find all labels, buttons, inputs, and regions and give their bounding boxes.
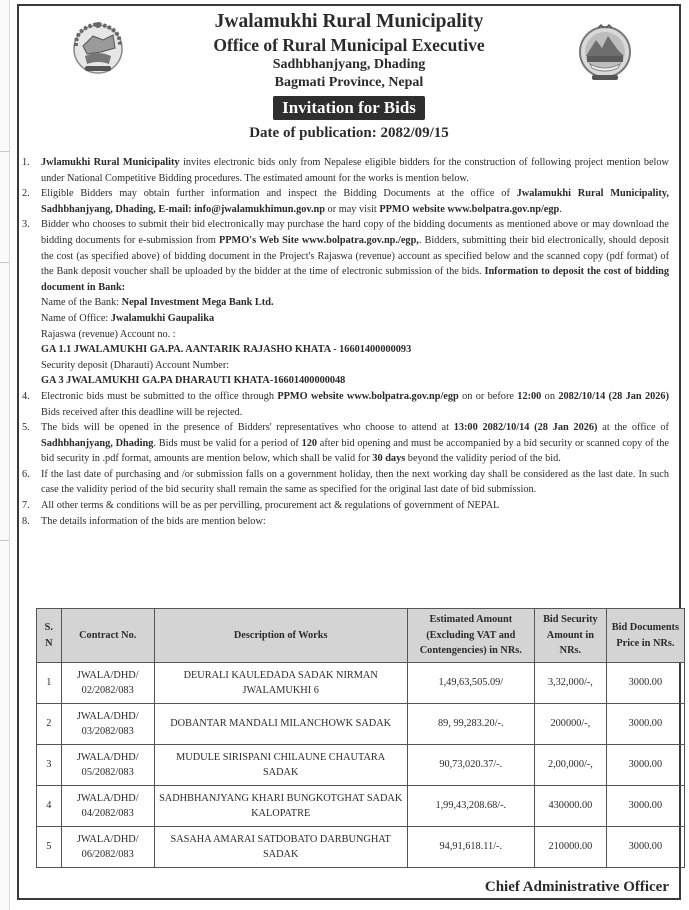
emphasis-text: 2082/10/14 (28 Jan 2026) (558, 390, 670, 402)
emphasis-text: Jwalamukhi Rural Municipality, Sadhbhanjyang, Dhading, E-mail: info@jwalamukhimun.gov.np (41, 188, 669, 215)
clause-number: 7. (22, 500, 30, 512)
table-row (37, 663, 685, 704)
clause-list (19, 155, 679, 529)
edge-divider (0, 540, 9, 541)
bank-detail-line (41, 373, 669, 389)
clause-item (19, 155, 679, 186)
cell-description: SADHBHANJYANG KHARI BUNGKOTGHAT SADAK KALOPATRE (154, 786, 407, 827)
clause-number: 2. (22, 188, 30, 200)
page-edge-strip (0, 0, 10, 910)
body-text: at the office of (597, 422, 669, 434)
bank-detail-line (41, 295, 669, 311)
body-text: Eligible Bidders may obtain further information and inspect the Bidding Documents at the office of (41, 188, 517, 200)
cell-doc-price: 3000.00 (606, 745, 684, 786)
cell-doc-price: 3000.00 (606, 704, 684, 745)
emphasis-text: Sadhbhanjyang, Dhading (41, 437, 154, 449)
cell-bid-security: 200000/-, (535, 704, 607, 745)
publication-date: Date of publication: 2082/09/15 (249, 125, 449, 141)
emphasis-text: 12:00 (517, 390, 542, 402)
cell-bid-security: 3,32,000/-, (535, 663, 607, 704)
table-header-row (37, 609, 685, 663)
clause-number: 5. (22, 422, 30, 434)
body-text: Name of the Bank: (41, 297, 122, 309)
emphasis-text: 120 (301, 437, 318, 449)
cell-estimated-amount: 1,99,43,208.68/-. (407, 786, 534, 827)
cell-bid-security: 2,00,000/-, (535, 745, 607, 786)
col-header-doc-price: Bid Documents Price in NRs. (606, 609, 684, 663)
col-header-estimated-amount: Estimated Amount (Excluding VAT and Contengencies) in NRs. (407, 609, 534, 663)
edge-divider (0, 151, 9, 152)
cell-doc-price: 3000.00 (606, 663, 684, 704)
cell-estimated-amount: 1,49,63,505.09/ (407, 663, 534, 704)
body-text: Bidder who chooses to submit their bid electronically may purchase the hard copy of the bidding documents as mentioned above or may download the bidding documents for e-submission from (41, 219, 669, 246)
body-text: The bids will be opened in the presence of Bidders' representatives who choose to attend at (41, 422, 454, 434)
office-province: Bagmati Province, Nepal (274, 75, 424, 90)
cell-doc-price: 3000.00 (606, 786, 684, 827)
cell-contract-no: JWALA/DHD/ 04/2082/083 (61, 786, 154, 827)
col-header-sn: S. N (37, 609, 62, 663)
clause-item (19, 217, 679, 389)
emphasis-text: Nepal Investment Mega Bank Ltd. (121, 297, 274, 309)
clause-item (19, 467, 679, 498)
cell-sn: 1 (37, 663, 62, 704)
cell-description: MUDULE SIRISPANI CHILAUNE CHAUTARA SADAK (154, 745, 407, 786)
table-row (37, 827, 685, 868)
cell-description: DOBANTAR MANDALI MILANCHOWK SADAK (154, 704, 407, 745)
emphasis-text: Jwalamukhi Gaupalika (110, 312, 215, 324)
office-name: Office of Rural Municipal Executive (213, 35, 485, 55)
cell-sn: 2 (37, 704, 62, 745)
table-row (37, 786, 685, 827)
col-header-contract-no: Contract No. (61, 609, 154, 663)
clause-number: 6. (22, 468, 30, 480)
cell-contract-no: JWALA/DHD/ 03/2082/083 (61, 704, 154, 745)
clause-item (19, 389, 679, 420)
clause-number: 4. (22, 390, 30, 402)
signatory-title: Chief Administrative Officer (484, 879, 669, 895)
emphasis-text: Jwlamukhi Rural Municipality (41, 157, 180, 168)
municipality-name: Jwalamukhi Rural Municipality (214, 11, 484, 32)
bids-table (36, 608, 685, 868)
clause-item (19, 186, 679, 217)
notice-frame (17, 4, 681, 900)
clause-item (19, 420, 679, 467)
body-text: . Bidders, submitting their bid electronically, should deposit the cost (as specified above) of bidding document in the Project's Rajaswa (revenue) account as specified below and the scanned copy (pdf format) of the Bank deposit voucher shall be uploaded by the bidder at the time of electronic submission of the bids. (41, 234, 669, 278)
body-text: Security deposit (Dharauti) Account Number: (41, 359, 230, 371)
cell-sn: 5 (37, 827, 62, 868)
cell-contract-no: JWALA/DHD/ 02/2082/083 (61, 663, 154, 704)
bank-detail-line (41, 342, 669, 358)
col-header-description: Description of Works (154, 609, 407, 663)
clause-number: 8. (22, 515, 30, 527)
emphasis-text: GA 3 JWALAMUKHI GA.PA DHARAUTI KHATA-16601400000048 (41, 375, 346, 387)
cell-bid-security: 430000.00 (535, 786, 607, 827)
edge-divider (0, 262, 9, 263)
emphasis-text: PPMO website www.bolpatra.gov.np/egp (277, 390, 459, 402)
notice-title-badge: Invitation for Bids (273, 96, 425, 120)
clause-number: 3. (22, 219, 30, 231)
cell-estimated-amount: 90,73,020.37/-. (407, 745, 534, 786)
body-text: Electronic bids must be submitted to the office through (41, 390, 278, 402)
cell-bid-security: 210000.00 (535, 827, 607, 868)
bank-detail-line (41, 327, 669, 343)
cell-estimated-amount: 94,91,618.11/-. (407, 827, 534, 868)
emphasis-text: 30 days (372, 453, 406, 465)
body-text: beyond the validity period of the bid. (405, 453, 561, 465)
cell-doc-price: 3000.00 (606, 827, 684, 868)
emphasis-text: PPMO website www.bolpatra.gov.np/egp (379, 203, 560, 215)
emphasis-text: 13:00 2082/10/14 (28 Jan 2026) (453, 422, 598, 434)
col-header-bid-security: Bid Security Amount in NRs. (535, 609, 607, 663)
table-row (37, 704, 685, 745)
body-text: on (541, 390, 559, 402)
table-row (37, 745, 685, 786)
cell-contract-no: JWALA/DHD/ 06/2082/083 (61, 827, 154, 868)
body-text: on or before (458, 390, 518, 402)
clause-item (19, 514, 679, 530)
clause-item (19, 498, 679, 514)
body-text: Name of Office: (41, 312, 111, 324)
cell-contract-no: JWALA/DHD/ 05/2082/083 (61, 745, 154, 786)
body-text: . (559, 203, 562, 215)
body-text: after bid opening and must be accompanied by a bid security or scanned copy of the bid security in .pdf format, amounts are mention below, which shall be valid for (41, 437, 670, 465)
body-text: The details information of the bids are mention below: (41, 515, 266, 527)
cell-description: SASAHA AMARAI SATDOBATO DARBUNGHAT SADAK (154, 827, 407, 868)
body-text: If the last date of purchasing and /or submission falls on a government holiday, then the next working day shall be considered as the last date. In such case the validity period of the bid security shall remain the same as specified for the original last date of bid submission. (41, 468, 669, 496)
body-text: Rajaswa (revenue) Account no. : (41, 328, 176, 340)
notice-header (19, 6, 679, 146)
cell-sn: 4 (37, 786, 62, 827)
office-location: Sadhbhanjyang, Dhading (272, 57, 426, 72)
body-text: invites electronic bids only from Nepalese eligible bidders for the construction of following project mention below under National Competitive Bidding procedures. The estimated amount for the works is mention below. (41, 157, 669, 184)
clause-number: 1. (22, 157, 30, 168)
emphasis-text: GA 1.1 JWALAMUKHI GA.PA. AANTARIK RAJASHO KHATA - 16601400000093 (41, 344, 412, 356)
bank-detail-line (41, 358, 669, 374)
cell-sn: 3 (37, 745, 62, 786)
body-text: All other terms & conditions will be as per pervilling, procurement act & regulations of government of NEPAL (41, 500, 500, 512)
cell-description: DEURALI KAULEDADA SADAK NIRMAN JWALAMUKHI 6 (154, 663, 407, 704)
body-text: Bids received after this deadline will be rejected. (41, 406, 243, 418)
cell-estimated-amount: 89, 99,283.20/-. (407, 704, 534, 745)
body-text: . Bids must be valid for a period of (153, 437, 302, 449)
bank-detail-line (41, 311, 669, 327)
body-text: or may visit (324, 203, 380, 215)
emphasis-text: Information to deposit the cost of bidding document in Bank: (41, 266, 670, 293)
emphasis-text: PPMO's Web Site www.bolpatra.gov.np./egp, (218, 234, 419, 246)
